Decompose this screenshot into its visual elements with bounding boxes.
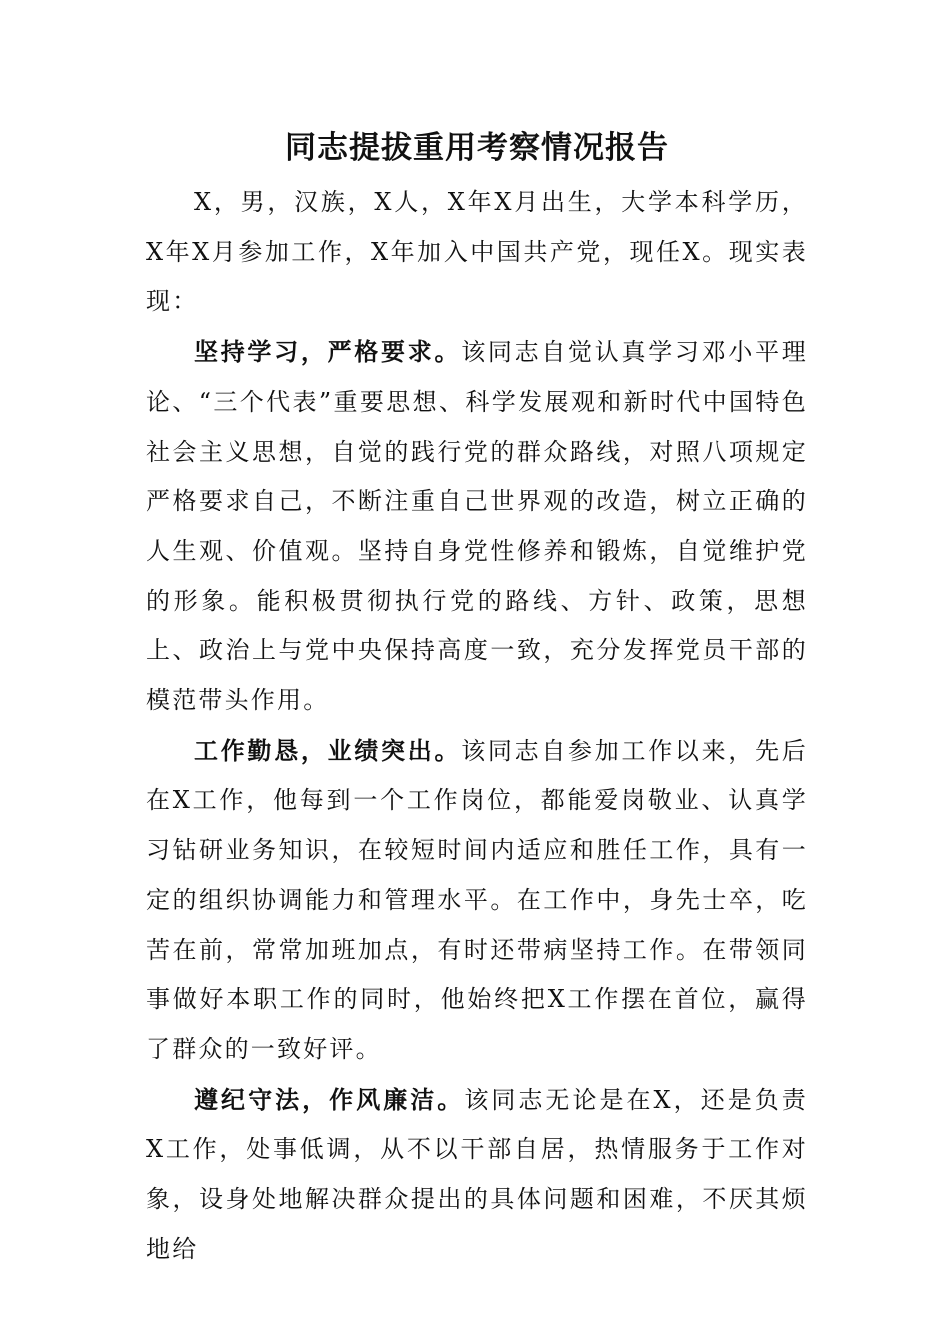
section-body: 该同志自觉认真学习邓小平理论、“三个代表”重要思想、科学发展观和新时代中国特色社会主义思想，自觉的践行党的群众路线，对照八项规定严格要求自己，不断注重自己世界观的改造，树立正确的人生观、价值观。坚持自身党性修养和锻炼，自觉维护党的形象。能积极贯彻执行党的路线、方针、政策，思想上、政治上与党中央保持高度一致，充分发挥党员干部的模范带头作用。: [146, 338, 808, 715]
section-body: 该同志自参加工作以来，先后在X工作，他每到一个工作岗位，都能爱岗敬业、认真学习钻研业务知识，在较短时间内适应和胜任工作，具有一定的组织协调能力和管理水平。在工作中，身先士卒，吃苦在前，常常加班加点，有时还带病坚持工作。在带领同事做好本职工作的同时，他始终把X工作摆在首位，赢得了群众的一致好评。: [146, 736, 808, 1063]
document-title: 同志提拔重用考察情况报告: [285, 130, 669, 166]
section-body: 该同志无论是在X，还是负责X工作，处事低调，从不以干部自居，热情服务于工作对象，设身处地解决群众提出的具体问题和困难，不厌其烦地给: [146, 1085, 809, 1263]
section-lead: 坚持学习，严格要求。: [194, 337, 462, 367]
document-page: [146, 118, 808, 1274]
section-paragraph-study: [146, 327, 808, 726]
section-lead: 遵纪守法，作风廉洁。: [194, 1084, 465, 1114]
section-paragraph-discipline: [146, 1075, 808, 1275]
section-paragraph-work: [146, 726, 808, 1075]
section-lead: 工作勤恳，业绩突出。: [194, 735, 462, 765]
intro-paragraph: X，男，汉族，X人，X年X月出生，大学本科学历，X年X月参加工作，X年加入中国共产党，现任X。现实表现：: [146, 188, 808, 316]
